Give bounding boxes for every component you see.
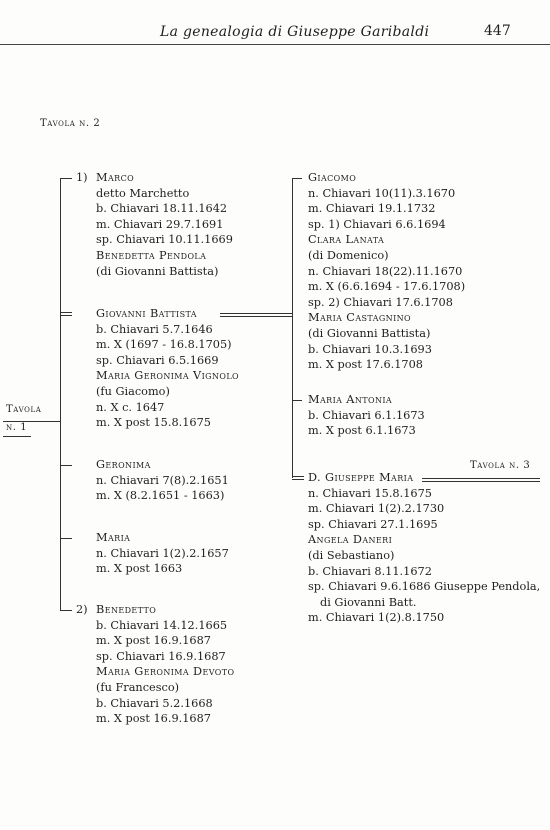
person-line: n. X c. 1647 xyxy=(96,400,165,414)
marker-2: 2) xyxy=(76,603,88,616)
right-tick-2 xyxy=(292,400,302,401)
person-line: b. Chiavari 6.1.1673 xyxy=(308,408,425,422)
link-rule-bottom xyxy=(220,316,292,317)
right-tick-1 xyxy=(292,178,302,179)
person-line: n. Chiavari 18(22).11.1670 xyxy=(308,264,463,278)
person-maria xyxy=(96,530,229,577)
table-label: Tavola n. 2 xyxy=(40,118,101,129)
person-line: m. Chiavari 29.7.1691 xyxy=(96,217,224,231)
person-line: b. Chiavari 8.11.1672 xyxy=(308,564,432,578)
person-name: Marco xyxy=(96,171,135,184)
left-ref-line2: n. 1 xyxy=(6,422,28,433)
person-line: m. X post 16.9.1687 xyxy=(96,634,211,648)
person-line: detto Marchetto xyxy=(96,186,190,200)
person-line: sp. Chiavari 27.1.1695 xyxy=(308,517,438,531)
person-line: m. X (1697 - 16.8.1705) xyxy=(96,338,232,352)
person-geronima xyxy=(96,457,229,504)
person-name: Maria Antonia xyxy=(308,393,393,406)
person-line: (di Giovanni Battista) xyxy=(308,326,431,340)
person-line: sp. Chiavari 6.5.1669 xyxy=(96,353,219,367)
person-line: (di Sebastiano) xyxy=(308,548,395,562)
person-line: sp. Chiavari 16.9.1687 xyxy=(96,649,226,663)
spouse-name: Clara Lanata xyxy=(308,233,385,247)
person-line: m. Chiavari 1(2).2.1730 xyxy=(308,502,445,516)
left-tick-4 xyxy=(60,538,72,539)
person-giovanni-battista xyxy=(96,306,239,431)
spouse-name: Maria Geronima Vignolo xyxy=(96,369,240,383)
right-bracket xyxy=(292,178,293,478)
person-line: sp. Chiavari 10.11.1669 xyxy=(96,233,233,247)
person-benedetto xyxy=(96,602,234,727)
right-ref: Tavola n. 3 xyxy=(470,460,531,471)
spouse-name: Maria Castagnino xyxy=(308,311,411,325)
link-rule-top xyxy=(220,313,292,314)
left-tick-1 xyxy=(60,178,72,179)
person-line: (fu Giacomo) xyxy=(96,384,170,398)
person-line: m. X post 15.8.1675 xyxy=(96,416,211,430)
left-tick-2b xyxy=(60,315,72,316)
page-number: 447 xyxy=(484,23,511,39)
person-line: m. X post 16.9.1687 xyxy=(96,712,211,726)
left-tick-3 xyxy=(60,465,72,466)
right-tick-3b xyxy=(292,479,304,480)
person-line: n. Chiavari 7(8).2.1651 xyxy=(96,473,229,487)
marker-1: 1) xyxy=(76,171,88,184)
person-marco xyxy=(96,170,233,279)
person-giacomo xyxy=(308,170,465,373)
left-bracket xyxy=(60,178,61,610)
person-line: m. X post 6.1.1673 xyxy=(308,424,416,438)
person-line: b. Chiavari 5.2.1668 xyxy=(96,696,213,710)
person-name: Giovanni Battista xyxy=(96,307,197,320)
spouse-name: Angela Daneri xyxy=(308,533,393,547)
person-line: m. X (8.2.1651 - 1663) xyxy=(96,489,225,503)
person-line: b. Chiavari 18.11.1642 xyxy=(96,202,228,216)
person-line: sp. 1) Chiavari 6.6.1694 xyxy=(308,217,446,231)
person-line: n. Chiavari 15.8.1675 xyxy=(308,486,432,500)
person-line: n. Chiavari 10(11).3.1670 xyxy=(308,186,456,200)
person-name: D. Giuseppe Maria xyxy=(308,471,414,484)
left-ref-line1: Tavola xyxy=(6,404,42,415)
person-maria-antonia xyxy=(308,392,425,439)
person-line: (di Giovanni Battista) xyxy=(96,264,219,278)
person-name: Giacomo xyxy=(308,171,357,184)
person-line: (fu Francesco) xyxy=(96,680,180,694)
person-line: m. X post 1663 xyxy=(96,562,183,576)
person-line: n. Chiavari 1(2).2.1657 xyxy=(96,546,229,560)
right-tick-3a xyxy=(292,476,304,477)
person-name: Geronima xyxy=(96,458,151,471)
spouse-name: Benedetta Pendola xyxy=(96,248,207,262)
person-line: m. X (6.6.1694 - 17.6.1708) xyxy=(308,280,466,294)
person-name: Maria xyxy=(96,531,131,544)
running-header xyxy=(0,22,550,45)
person-line: m. X post 17.6.1708 xyxy=(308,358,423,372)
left-ref-underline xyxy=(3,436,31,437)
spouse-name: Maria Geronima Devoto xyxy=(96,665,235,679)
person-line: m. Chiavari 19.1.1732 xyxy=(308,202,436,216)
person-line: b. Chiavari 5.7.1646 xyxy=(96,322,213,336)
person-name: Benedetto xyxy=(96,603,157,616)
person-line: b. Chiavari 14.12.1665 xyxy=(96,618,228,632)
person-line: sp. Chiavari 9.6.1686 Giuseppe Pendola, xyxy=(308,580,541,594)
person-giuseppe-maria xyxy=(308,470,540,626)
person-line: sp. 2) Chiavari 17.6.1708 xyxy=(308,295,453,309)
running-title: La genealogia di Giuseppe Garibaldi xyxy=(160,24,430,40)
left-tick-2 xyxy=(60,312,72,313)
left-tick-5 xyxy=(60,610,72,611)
person-line: b. Chiavari 10.3.1693 xyxy=(308,342,432,356)
person-line: m. Chiavari 1(2).8.1750 xyxy=(308,611,445,625)
person-line: (di Domenico) xyxy=(308,248,389,262)
person-line: di Giovanni Batt. xyxy=(320,595,417,609)
